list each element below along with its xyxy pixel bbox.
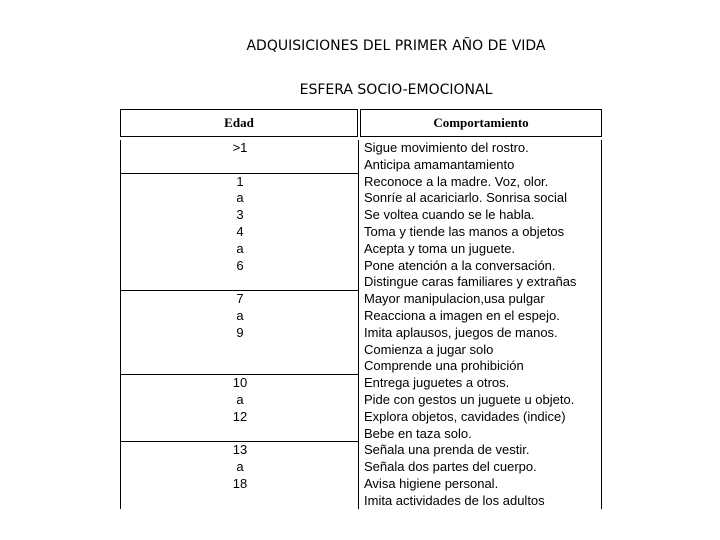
edad-line: >1: [232, 140, 248, 155]
comportamiento-line: Pide con gestos un juguete u objeto.: [364, 391, 575, 407]
comportamiento-line: Imita aplausos, juegos de manos.: [364, 324, 558, 340]
edad-line: [220, 274, 260, 291]
comportamiento-line: Mayor manipulacion,usa pulgar: [364, 291, 545, 307]
header-comportamiento: Comportamiento: [360, 109, 602, 137]
page-subtitle: ESFERA SOCIO-EMOCIONAL: [299, 82, 493, 98]
edad-line: [220, 426, 260, 443]
edad-line: 12: [232, 408, 248, 424]
edad-line: a: [236, 307, 244, 323]
comportamiento-line: Se voltea cuando se le habla.: [364, 207, 535, 223]
edad-line: 4: [236, 223, 244, 239]
comportamiento-line: Avisa higiene personal.: [364, 475, 499, 491]
header-edad: Edad: [120, 109, 358, 137]
table-right-border: [601, 140, 602, 509]
edad-column: [220, 140, 260, 493]
edad-line: 13: [232, 442, 248, 458]
table-middle-divider: [358, 140, 359, 509]
edad-line: [220, 358, 260, 375]
comportamiento-line: Sonríe al acariciarlo. Sonrisa social: [364, 190, 568, 206]
comportamiento-line: Reconoce a la madre. Voz, olor.: [364, 173, 549, 189]
edad-line: a: [236, 190, 244, 206]
edad-line: a: [236, 391, 244, 407]
edad-line: [220, 157, 260, 174]
comportamiento-line: Bebe en taza solo.: [364, 425, 472, 441]
edad-line: a: [236, 240, 244, 256]
comportamiento-line: Comprende una prohibición: [364, 358, 524, 374]
edad-line: [220, 342, 260, 359]
comportamiento-line: Comienza a jugar solo: [364, 341, 494, 357]
comportamiento-line: Señala una prenda de vestir.: [364, 442, 530, 458]
comportamiento-line: Acepta y toma un juguete.: [364, 240, 516, 256]
comportamiento-line: Explora objetos, cavidades (indice): [364, 408, 566, 424]
page-title: ADQUISICIONES DEL PRIMER AÑO DE VIDA: [246, 38, 546, 54]
table-left-border: [120, 140, 121, 509]
comportamiento-line: Imita actividades de los adultos: [364, 492, 545, 508]
comportamiento-line: Sigue movimiento del rostro.: [364, 140, 529, 155]
comportamiento-line: Anticipa amamantamiento: [364, 156, 515, 172]
edad-line: 1: [236, 173, 244, 189]
comportamiento-line: Toma y tiende las manos a objetos: [364, 223, 565, 239]
comportamiento-line: Reacciona a imagen en el espejo.: [364, 307, 560, 323]
comportamiento-line: Distingue caras familiares y extrañas: [364, 274, 577, 290]
comportamiento-line: Entrega juguetes a otros.: [364, 375, 510, 391]
edad-line: 7: [236, 291, 244, 307]
comportamiento-line: Pone atención a la conversación.: [364, 257, 556, 273]
comportamiento-line: Señala dos partes del cuerpo.: [364, 459, 537, 475]
comportamiento-column: [364, 140, 600, 510]
edad-line: 3: [236, 207, 244, 223]
edad-line: 10: [232, 375, 248, 391]
edad-line: 6: [236, 257, 244, 273]
edad-line: 9: [236, 324, 244, 340]
edad-line: a: [236, 459, 244, 475]
edad-line: 18: [232, 475, 248, 491]
